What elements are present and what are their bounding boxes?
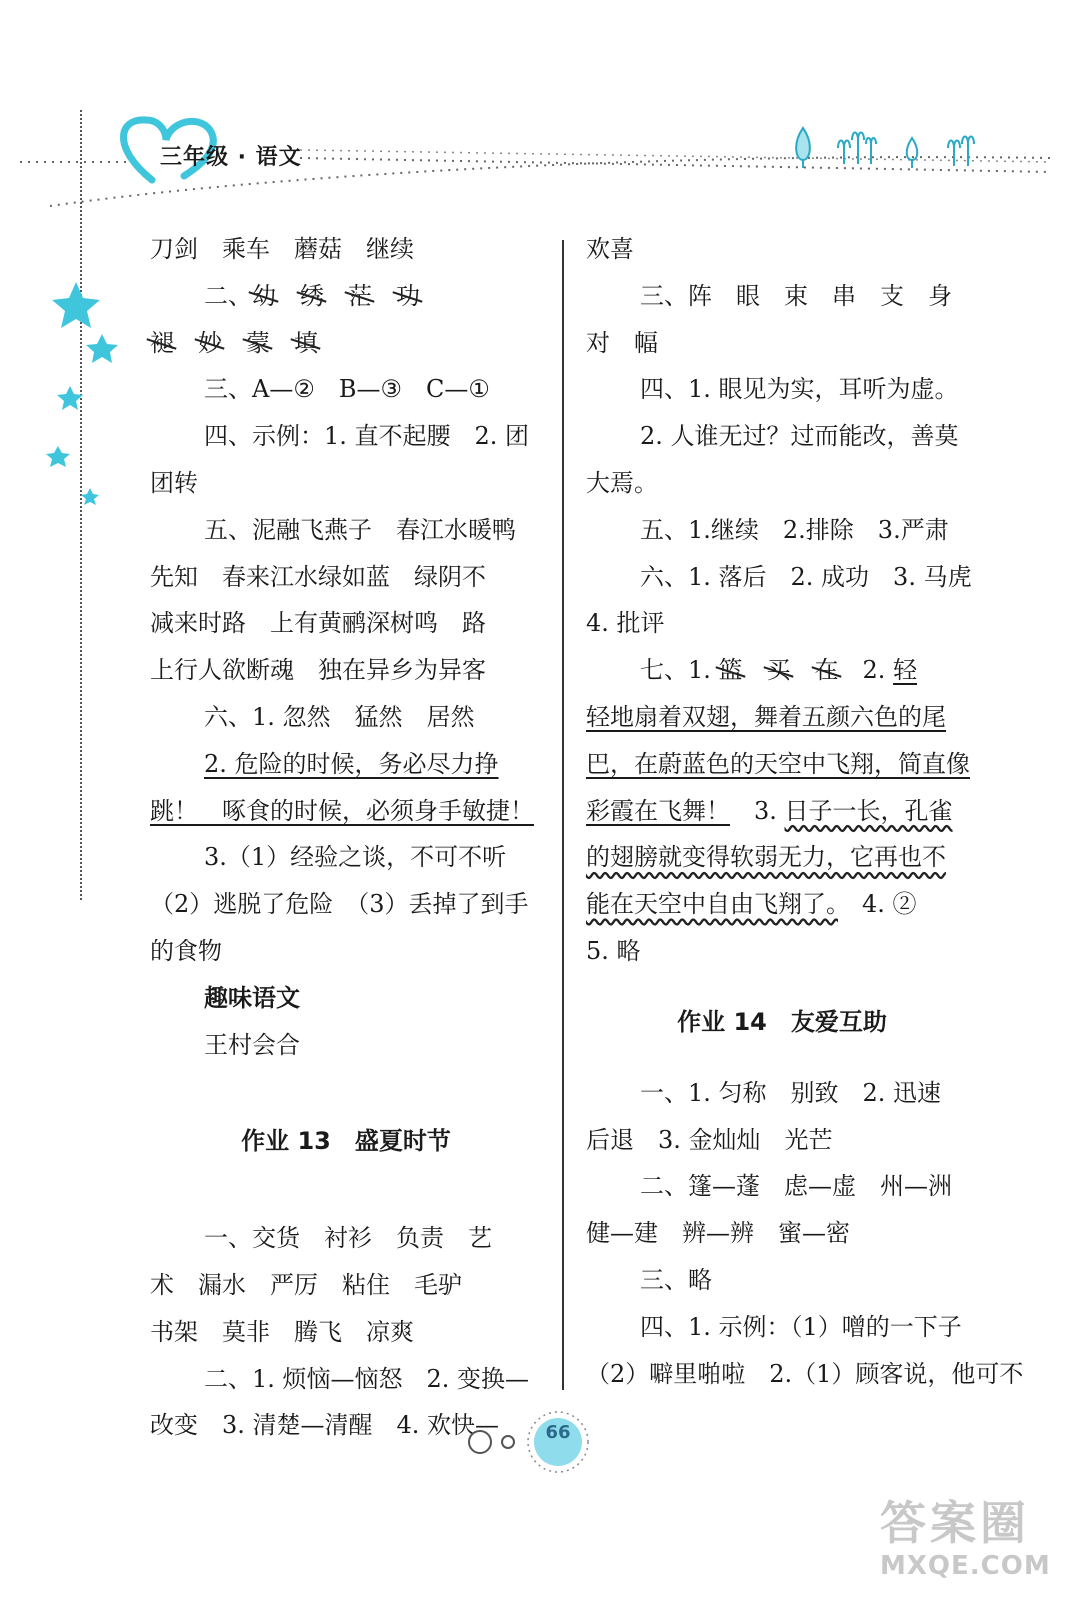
answer-line: 团转 [150, 468, 198, 497]
answer-line [150, 320, 542, 367]
answer-line: 六、1. 落后 2. 成功 3. 马虎 [640, 562, 972, 591]
answer-line: 彩霞在飞舞！ 3. 日子一长，孔雀 [586, 796, 953, 825]
star-icon [57, 386, 83, 410]
answer-line [586, 694, 978, 741]
corrected-char: 褪 [150, 320, 174, 367]
corrected-char: 幼 [252, 273, 276, 320]
answer-line: 术 漏水 严厉 粘住 毛驴 [150, 1270, 462, 1299]
answer-line: 上行人欲断魂 独在异乡为异客 [150, 656, 486, 685]
answer-line: 五、泥融飞燕子 春江水暖鸭 [204, 515, 516, 544]
answer-line: 三、阵 眼 束 串 支 身 [640, 281, 952, 310]
section-heading-13: 作业 13 盛夏时节 [241, 1127, 451, 1156]
answer-line: 二、篷—蓬 虑—虚 州—洲 [640, 1172, 952, 1201]
section-heading-14: 作业 14 友爱互助 [677, 1007, 887, 1036]
underlined-answer: 轻 [893, 656, 918, 685]
right-column [586, 226, 1024, 1397]
section-subheading: 趣味语文 [204, 983, 300, 1012]
watermark [880, 1495, 1080, 1595]
answer-line: 书架 莫非 腾飞 凉爽 [150, 1317, 414, 1346]
corrected-char: 绣 [300, 273, 324, 320]
star-icon [81, 488, 99, 505]
answer-line: 刀剑 乘车 蘑菇 继续 [150, 235, 414, 263]
wavy-underlined-answer: 日子一长，孔雀 [784, 796, 953, 825]
answer-line [150, 788, 542, 835]
answer-line: 3.（1）经验之谈，不可不听 [204, 843, 507, 872]
wavy-underlined-answer: 的翅膀就变得软弱无力，它再也不 [586, 843, 946, 872]
answer-line: 一、1. 匀称 别致 2. 迅速 [640, 1078, 942, 1107]
wavy-underlined-answer: 能在天空中自由飞翔了。 [586, 890, 838, 919]
answer-line [586, 741, 978, 788]
answer-line: 对 幅 [586, 328, 658, 357]
corrected-char: 填 [294, 320, 318, 367]
answer-line: 四、1. 示例：（1）噌的一下子 [640, 1312, 962, 1341]
answer-line: 2. 人谁无过？过而能改，善莫 [640, 422, 959, 451]
corrected-char: 茫 [348, 273, 372, 320]
watermark-title: 答案圈 [880, 1496, 1030, 1550]
answer-line: 大焉。 [586, 468, 658, 497]
star-decoration [40, 280, 130, 520]
answer-line: 减来时路 上有黄鹂深树鸣 路 [150, 609, 486, 638]
watermark-url: MXQE.COM [880, 1551, 1051, 1581]
answer-line: 七、1. 篮 买 在 2. 轻 [586, 647, 978, 694]
underlined-answer: 巴，在蔚蓝色的天空中飞翔，简直像 [586, 749, 970, 778]
answer-line: 三、A—② B—③ C—① [204, 375, 490, 404]
underlined-answer: 轻地扇着双翅，舞着五颜六色的尾 [586, 702, 946, 731]
answer-line: 三、略 [640, 1265, 712, 1294]
underlined-answer: 彩霞在飞舞！ [586, 796, 730, 825]
corrected-char: 篮 [719, 647, 743, 694]
column-divider [562, 240, 564, 1390]
answer-line: 四、1. 眼见为实，耳听为虚。 [640, 375, 959, 404]
flower-decoration-icon [796, 128, 974, 168]
page-header [0, 0, 1090, 240]
answer-line: 4. 批评 [586, 609, 665, 638]
corrected-char: 买 [767, 647, 791, 694]
underlined-answer: 2. 危险的时候，务必尽力挣 [204, 749, 499, 778]
corrected-char: 在 [815, 647, 839, 694]
star-icon [86, 334, 118, 363]
answer-line: 后退 3. 金灿灿 光芒 [586, 1125, 833, 1154]
star-icon [52, 282, 100, 328]
answer-line: 改变 3. 清楚—清醒 4. 欢快— [150, 1411, 500, 1440]
left-column [150, 226, 542, 1449]
answer-line: 一、交货 衬衫 负责 艺 [204, 1224, 492, 1253]
answer-line: 5. 略 [586, 936, 641, 965]
corrected-char: 蒙 [246, 320, 270, 367]
answer-line: 六、1. 忽然 猛然 居然 [204, 702, 475, 731]
answer-line [586, 834, 978, 881]
page-number: 66 [545, 1422, 571, 1443]
answer-line: 先知 春来江水绿如蓝 绿阴不 [150, 562, 486, 591]
answer-line: 欢喜 [586, 235, 634, 263]
corrected-char: 功 [396, 273, 420, 320]
answer-line: 四、示例：1. 直不起腰 2. 团 [204, 422, 530, 451]
answer-line: （2）逃脱了危险 （3）丢掉了到手 [150, 890, 529, 919]
corrected-char: 妙 [198, 320, 222, 367]
star-icon [46, 446, 70, 467]
answer-line: 五、1.继续 2.排除 3.严肃 [640, 515, 949, 544]
underlined-answer: 跳！ 啄食的时候，必须身手敏捷！ [150, 796, 534, 825]
header-decoration [0, 0, 1090, 240]
answer-line: 能在天空中自由飞翔了。 4. ② [586, 890, 917, 919]
answer-line: 二、1. 烦恼—恼怒 2. 变换— [204, 1364, 530, 1393]
answer-line: 二、幼 绣 茫 功 [150, 273, 542, 320]
answer-line [150, 741, 542, 788]
page-number-badge [460, 1402, 600, 1482]
answer-line: （2）噼里啪啦 2.（1）顾客说，他可不 [586, 1359, 1024, 1388]
answer-line: 健—建 辨—辨 蜜—密 [586, 1219, 850, 1248]
answer-line: 王村会合 [204, 1030, 300, 1059]
grade-title: 三年级 · 语文 [160, 145, 302, 170]
answer-line: 的食物 [150, 936, 222, 965]
